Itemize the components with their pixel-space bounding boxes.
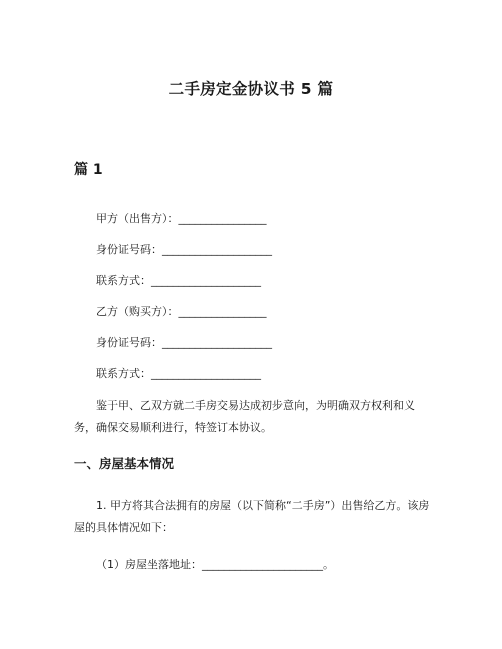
seller-id-field: 身份证号码：____________________ [96,243,272,256]
clause-1-paragraph [74,495,440,539]
intro-paragraph [74,395,430,439]
clause-1-item-1: （1）房屋坐落地址：______________________。 [96,558,334,571]
seller-contact-field: 联系方式：____________________ [96,274,261,287]
seller-name-field: 甲方（出售方）：________________ [96,212,267,225]
document-title: 二手房定金协议书 5 篇 [168,80,334,98]
buyer-contact-field: 联系方式：____________________ [96,367,261,380]
intro-paragraph-text: 鉴于甲、乙双方就二手房交易达成初步意向，为明确双方权利和义务，确保交易顺利进行，特签订本协议。 [74,399,415,434]
article-heading: 一、房屋基本情况 [74,456,175,471]
buyer-id-field: 身份证号码：____________________ [96,336,272,349]
section-heading: 篇 1 [74,162,103,178]
buyer-name-field: 乙方（购买方）：________________ [96,305,267,318]
clause-1-text: 1. 甲方将其合法拥有的房屋（以下简称“二手房”）出售给乙方。该房屋的具体情况如下： [74,499,430,534]
